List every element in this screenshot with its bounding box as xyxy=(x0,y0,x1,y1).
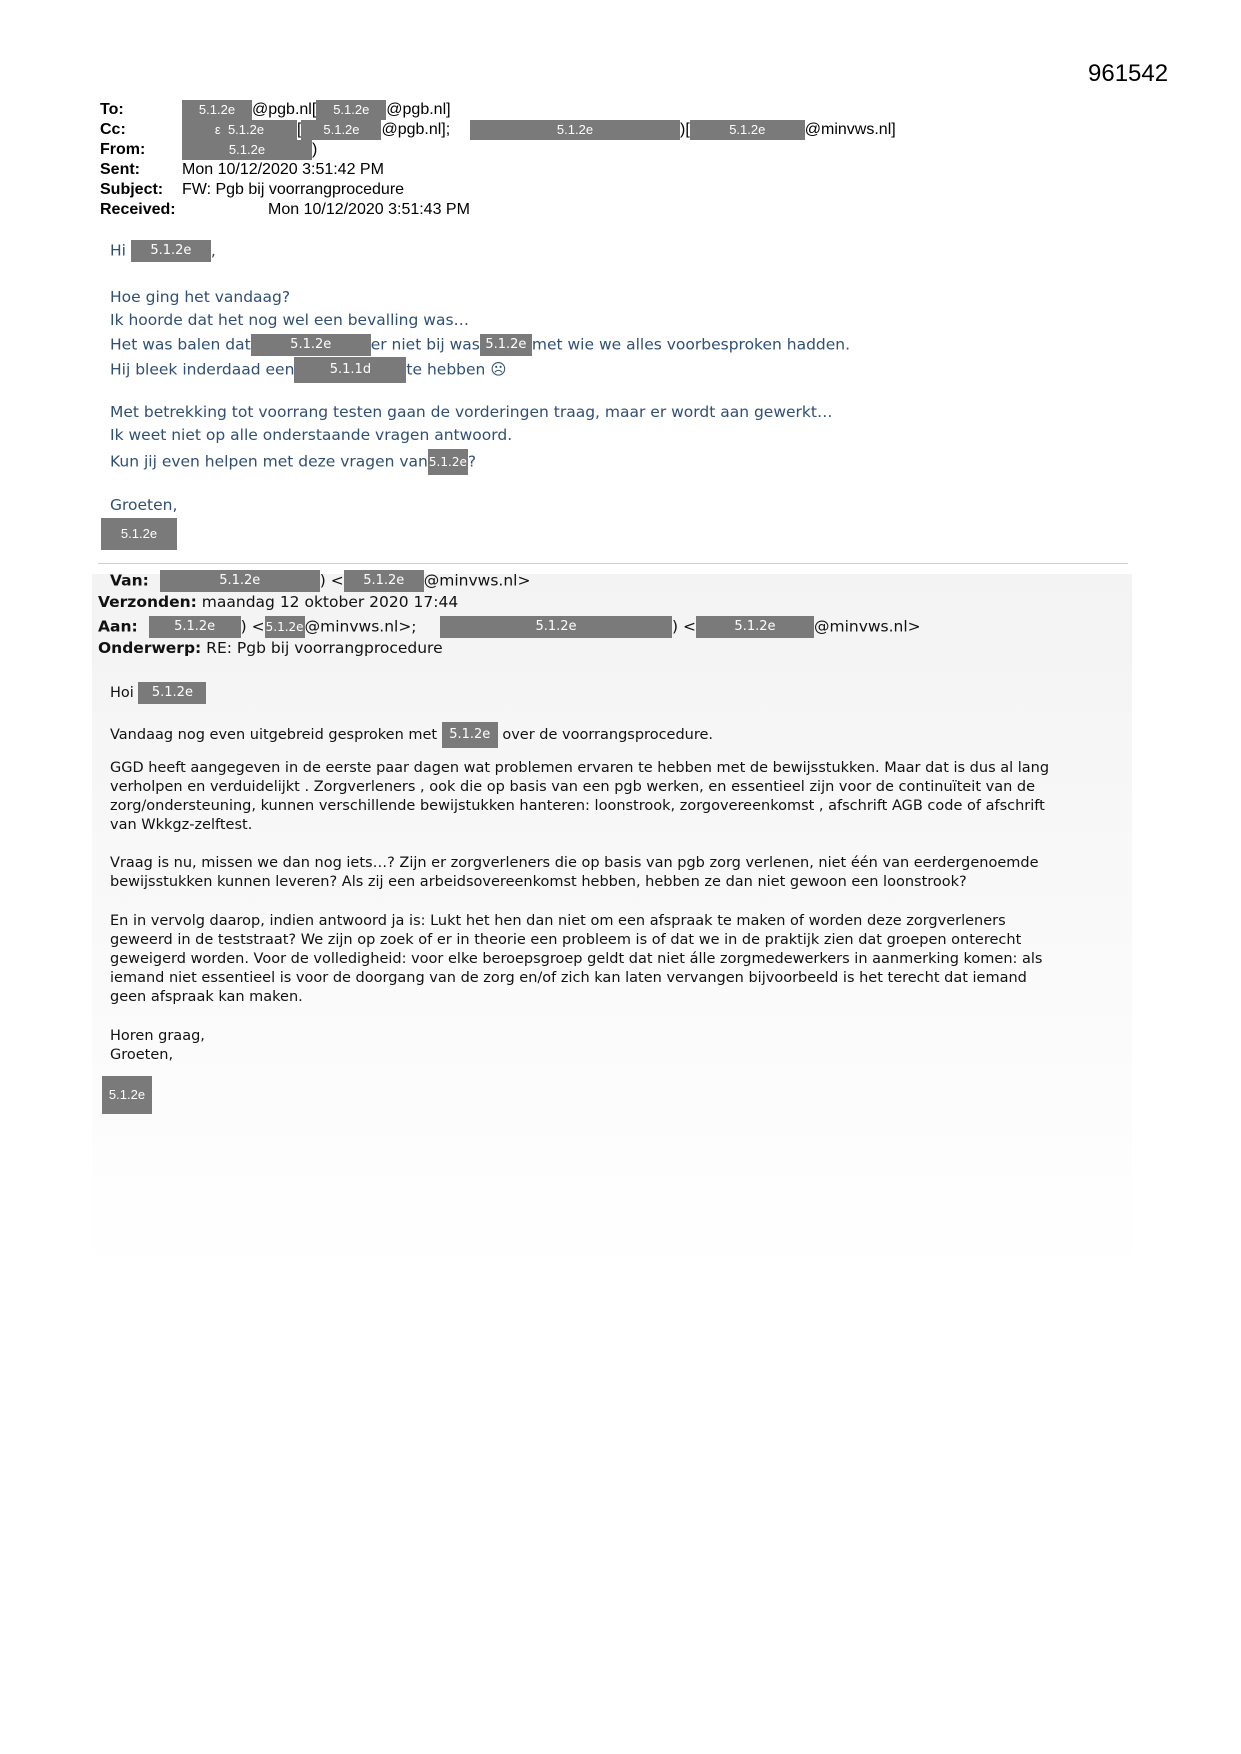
message1-greeting: Hi 5.1.2e , xyxy=(110,240,216,262)
from-label: From: xyxy=(100,141,146,158)
redaction-block: 5.1.2e xyxy=(344,570,424,592)
message2-paragraph2-line4: van Wkkgz-zelftest. xyxy=(110,817,253,833)
message2-paragraph4-line4: iemand niet essentieel is voor de doorgang van de zorg en/of zich kan laten vervangen bijvoorbeeld is het terecht dat iemand xyxy=(110,970,1027,986)
forwarded-aan-row-cont: 5.1.2e ) < 5.1.2e @minvws.nl> xyxy=(440,616,921,638)
message2-paragraph3-line2: bewijsstukken kunnen leveren? Als zij een arbeidsovereenkomst hebben, hebben ze dan niet gewoon een loonstrook? xyxy=(110,874,967,890)
message1-closing: Groeten, xyxy=(110,496,178,514)
sent-label: Sent: xyxy=(100,161,140,178)
message2-paragraph4-line2: geweerd in de teststraat? We zijn op zoek of er in theorie een probleem is of dat we in de praktijk zien dat groepen onterecht xyxy=(110,932,1022,948)
forwarded-onderwerp-row: Onderwerp: RE: Pgb bij voorrangprocedure xyxy=(98,639,443,657)
message1-line5: Met betrekking tot voorrang testen gaan de vorderingen traag, maar er wordt aan gewerkt… xyxy=(110,403,833,421)
to-label: To: xyxy=(100,101,124,118)
message2-greeting: Hoi 5.1.2e xyxy=(110,682,206,704)
document-number: 961542 xyxy=(1088,60,1169,87)
received-value: Mon 10/12/2020 3:51:43 PM xyxy=(268,201,470,218)
redaction-block: 5.1.2e xyxy=(440,616,672,638)
redaction-block: 5.1.2e xyxy=(138,682,206,704)
redaction-block: 5.1.2e xyxy=(301,120,381,140)
redaction-block: 5.1.2e xyxy=(182,140,312,160)
subject-value: FW: Pgb bij voorrangprocedure xyxy=(182,181,405,198)
forwarded-aan-row: Aan: 5.1.2e ) <5.1.2e@minvws.nl>; xyxy=(98,616,417,638)
received-label: Received: xyxy=(100,201,176,218)
subject-label: Subject: xyxy=(100,181,164,198)
redaction-block: 5.1.2e xyxy=(470,120,680,140)
message2-paragraph2-line1: GGD heeft aangegeven in de eerste paar dagen wat problemen ervaren te hebben met de bewijsstukken. Maar dat is dus al lang xyxy=(110,760,1050,776)
message2-paragraph2-line2: verholpen en verduidelijkt . Zorgverleners , ook die op basis van een pgb werken, en essentieel zijn voor de continuïteit van de xyxy=(110,779,1036,795)
redaction-block: 5.1.1d xyxy=(294,357,406,383)
cc-domain: @minvws.nl] xyxy=(804,121,896,139)
redaction-block: 5.1.2e xyxy=(316,100,386,120)
forwarded-van-row: Van: 5.1.2e ) < 5.1.2e @minvws.nl> xyxy=(110,570,530,592)
cc-label: Cc: xyxy=(100,121,126,138)
to-domain: @pgb.nl[ xyxy=(252,101,317,119)
signature-redaction: 5.1.2e xyxy=(101,518,177,550)
message1-line7: Kun jij even helpen met deze vragen van5.1.2e? xyxy=(110,449,476,475)
message2-paragraph4-line5: geen afspraak kan maken. xyxy=(110,989,303,1005)
header-to-row xyxy=(100,100,451,120)
forwarded-verzonden-row: Verzonden: maandag 12 oktober 2020 17:44 xyxy=(98,593,459,611)
redaction-block: 5.1.2e xyxy=(690,120,805,140)
redaction-block: 5.1.2e xyxy=(442,722,498,748)
message2-closing1: Horen graag, xyxy=(110,1028,205,1044)
redaction-block: 5.1.2e xyxy=(696,616,814,638)
message2-paragraph2-line3: zorg/ondersteuning, kunnen verschillende bewijstukken hanteren: loonstrook, zorgovereenkomst , afschrift AGB code of afschrift xyxy=(110,798,1045,814)
redaction-block: 5.1.2e xyxy=(182,100,252,120)
signature-redaction: 5.1.2e xyxy=(102,1076,152,1114)
redaction-block: 5.1.2e xyxy=(149,616,241,638)
message1-line1: Hoe ging het vandaag? xyxy=(110,288,291,306)
message2-closing2: Groeten, xyxy=(110,1047,174,1063)
redaction-block: 5.1.2e xyxy=(251,334,371,356)
header-from-row: From: 5.1.2e ) xyxy=(100,141,318,159)
message1-line4: Hij bleek inderdaad een 5.1.1d te hebben ☹ xyxy=(110,357,506,383)
header-subject-row xyxy=(100,180,405,200)
cc-domain: @pgb.nl]; xyxy=(381,121,451,139)
message1-line6: Ik weet niet op alle onderstaande vragen antwoord. xyxy=(110,426,513,444)
redaction-block: 5.1.2e xyxy=(160,570,320,592)
header-sent-row xyxy=(100,160,384,180)
sent-value: Mon 10/12/2020 3:51:42 PM xyxy=(182,161,384,178)
message1-line2: Ik hoorde dat het nog wel een bevalling was… xyxy=(110,311,470,329)
redaction-block: ε 5.1.2e xyxy=(182,120,297,140)
redaction-block: 5.1.2e xyxy=(265,616,305,638)
header-received-row xyxy=(100,200,470,220)
to-domain: @pgb.nl] xyxy=(386,101,451,119)
message2-paragraph4-line1: En in vervolg daarop, indien antwoord ja is: Lukt het hen dan niet om een afspraak te maken of worden deze zorgverleners xyxy=(110,913,1006,929)
message2-paragraph3-line1: Vraag is nu, missen we dan nog iets…? Zijn er zorgverleners die op basis van pgb zorg verlenen, niet één van eerdergenoemde xyxy=(110,855,1039,871)
message1-line3: Het was balen dat 5.1.2e er niet bij was 5.1.2e met wie we alles voorbesproken hadden. xyxy=(110,334,850,356)
redaction-block: 5.1.2e xyxy=(428,449,468,475)
message-separator xyxy=(98,563,1128,564)
redaction-block: 5.1.2e xyxy=(480,334,532,356)
message2-paragraph1: Vandaag nog even uitgebreid gesproken met 5.1.2e over de voorrangsprocedure. xyxy=(110,722,713,748)
header-cc-row: Cc: ε 5.1.2e [ 5.1.2e @pgb.nl]; 5.1.2e )[ 5.1.2e @minvws.nl] xyxy=(100,121,896,139)
redaction-block: 5.1.2e xyxy=(131,240,211,262)
message2-paragraph4-line3: geweigerd worden. Voor de volledigheid: voor elke beroepsgroep geldt dat niet álle zorgmedewerkers in aanmerking komen: als xyxy=(110,951,1043,967)
